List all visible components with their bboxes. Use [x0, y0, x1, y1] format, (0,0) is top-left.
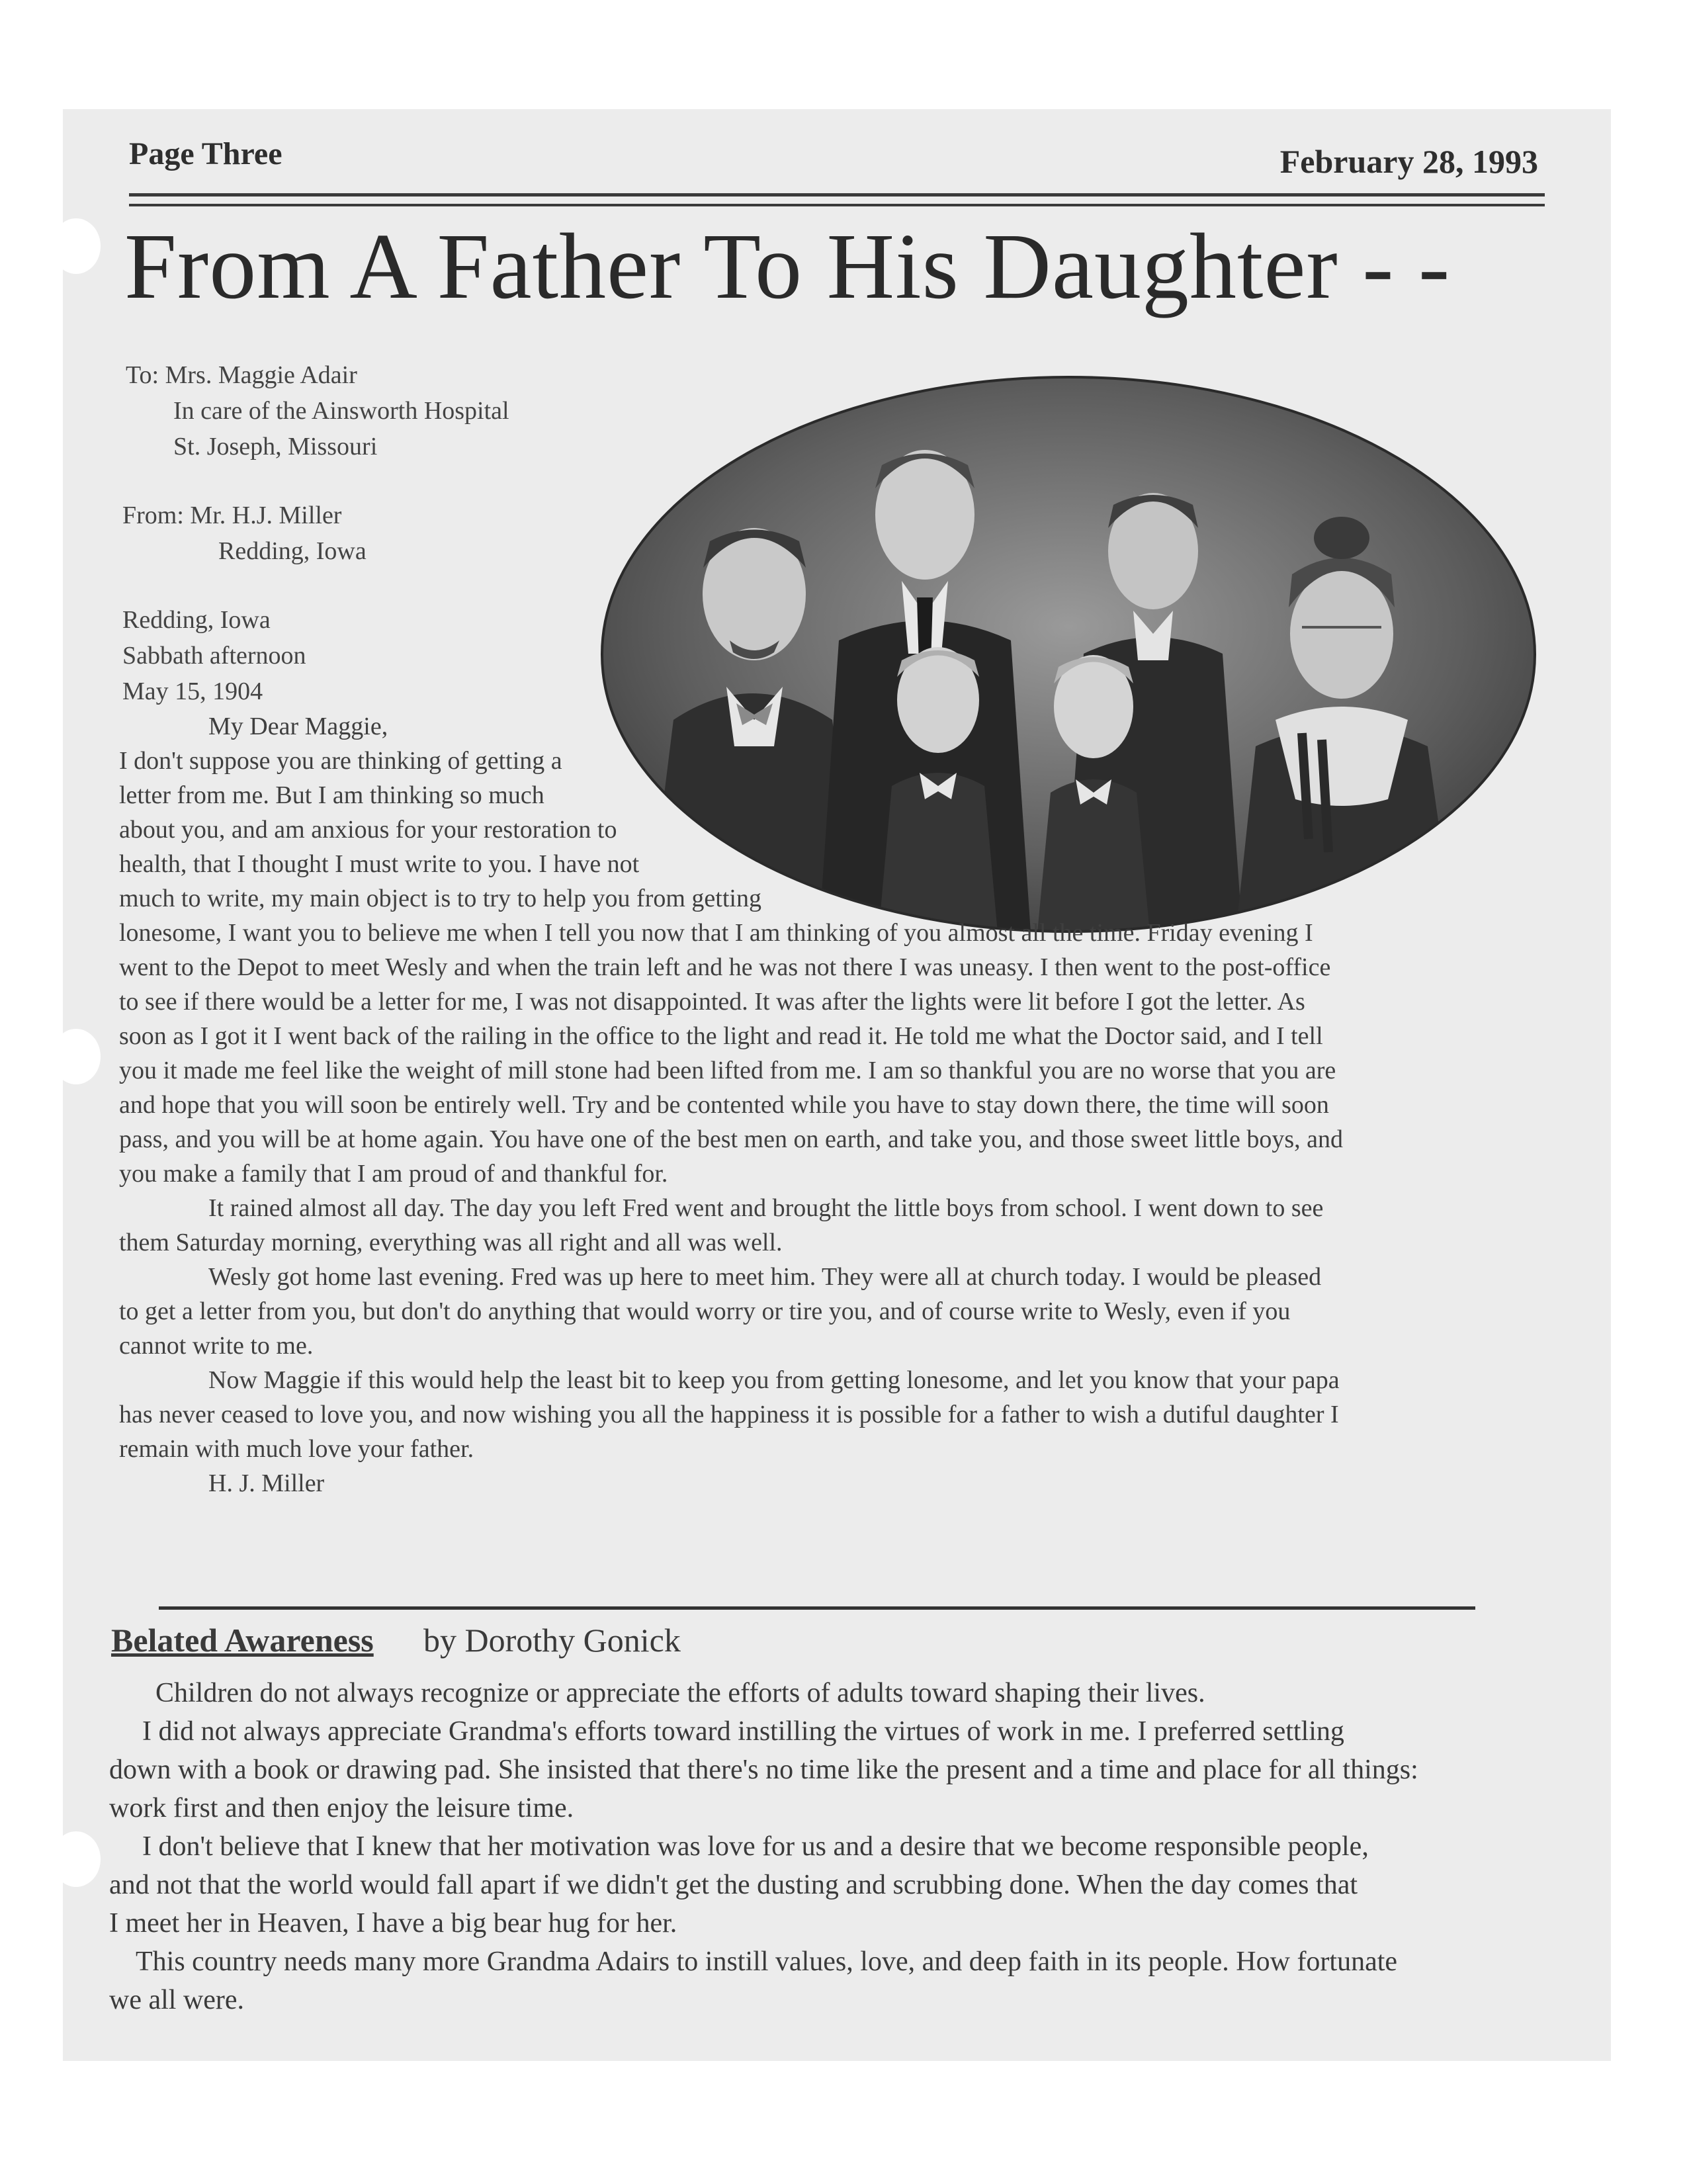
- issue-date: February 28, 1993: [1279, 143, 1538, 180]
- header-rule: [129, 193, 1545, 197]
- header-rule-secondary: [129, 204, 1545, 206]
- letter-line: went to the Depot to meet Wesly and when the train left and he was not there I was uneasy. I then went to the post-office: [119, 953, 1331, 981]
- punch-hole-top: [52, 218, 101, 274]
- letter-place-date: May 15, 1904: [122, 677, 263, 705]
- belated-line: I did not always appreciate Grandma's efforts toward instilling the virtues of work in me. I preferred settling: [142, 1716, 1344, 1747]
- belated-awareness-body: [109, 1674, 1418, 2019]
- letter-line: cannot write to me.: [119, 1332, 314, 1360]
- letter-line: and hope that you will soon be entirely well. Try and be contented while you have to stay down there, the time will soon: [119, 1091, 1329, 1119]
- address-to-line: To: Mrs. Maggie Adair: [126, 361, 357, 389]
- belated-line: we all were.: [109, 1985, 245, 2015]
- letter-line: to get a letter from you, but don't do anything that would worry or tire you, and of course write to Wesly, even if you: [119, 1297, 1291, 1325]
- belated-awareness-byline: by Dorothy Gonick: [423, 1622, 681, 1659]
- letter-line: them Saturday morning, everything was all right and all was well.: [119, 1229, 783, 1256]
- letter-narrow-column: [119, 709, 761, 916]
- letter-line: has never ceased to love you, and now wishing you all the happiness it is possible for a father to wish a dutiful daughter I: [119, 1401, 1339, 1428]
- letter-body: [119, 916, 1343, 1501]
- letter-line: health, that I thought I must write to you. I have not: [119, 850, 640, 878]
- letter-line: Now Maggie if this would help the least bit to keep you from getting lonesome, and let you know that your papa: [208, 1366, 1340, 1394]
- letter-line: remain with much love your father.: [119, 1435, 474, 1463]
- letter-line: about you, and am anxious for your restoration to: [119, 816, 617, 844]
- belated-line: down with a book or drawing pad. She insisted that there's no time like the present and a time and place for all things:: [109, 1755, 1418, 1785]
- letter-place-date: Redding, Iowa: [122, 606, 271, 634]
- letter-line: you it made me feel like the weight of mill stone had been lifted from me. I am so thankful you are no worse that you are: [119, 1057, 1336, 1084]
- page-number-label: Page Three: [129, 136, 282, 171]
- belated-line: This country needs many more Grandma Adairs to instill values, love, and deep faith in its people. How fortunate: [136, 1946, 1398, 1977]
- page-header: [129, 136, 1538, 182]
- belated-line: Children do not always recognize or appreciate the efforts of adults toward shaping their lives.: [155, 1678, 1205, 1708]
- belated-line: and not that the world would fall apart if we didn't get the dusting and scrubbing done. When the day comes that: [109, 1870, 1358, 1900]
- letter-line: Wesly got home last evening. Fred was up here to meet him. They were all at church today. I would be pleased: [208, 1263, 1322, 1291]
- letter-line: letter from me. But I am thinking so much: [119, 781, 544, 809]
- belated-line: work first and then enjoy the leisure time.: [109, 1793, 574, 1823]
- belated-line: I meet her in Heaven, I have a big bear hug for her.: [109, 1908, 677, 1939]
- letter-place-date: Sabbath afternoon: [122, 642, 306, 670]
- article-title: From A Father To His Daughter - -: [124, 214, 1451, 318]
- letter-signature: H. J. Miller: [208, 1469, 325, 1497]
- letter-line: soon as I got it I went back of the railing in the office to the light and read it. He told me what the Doctor said, and I tell: [119, 1022, 1323, 1050]
- letter-line: much to write, my main object is to try to help you from getting: [119, 885, 761, 912]
- letter-salutation: My Dear Maggie,: [208, 713, 388, 740]
- letter-line: I don't suppose you are thinking of getting a: [119, 747, 562, 775]
- letter-line: you make a family that I am proud of and thankful for.: [119, 1160, 668, 1188]
- belated-line: I don't believe that I knew that her motivation was love for us and a desire that we become responsible people,: [142, 1831, 1369, 1862]
- address-from-line: From: Mr. H.J. Miller: [122, 502, 342, 529]
- letter-line: It rained almost all day. The day you left Fred went and brought the little boys from school. I went down to see: [208, 1194, 1324, 1222]
- section-divider: [159, 1606, 1475, 1610]
- letter-line: to see if there would be a letter for me, I was not disappointed. It was after the lights were lit before I got the letter. As: [119, 988, 1305, 1016]
- letter-line: pass, and you will be at home again. You have one of the best men on earth, and take you, and those sweet little boys, and: [119, 1125, 1343, 1153]
- address-from-line: Redding, Iowa: [218, 537, 367, 565]
- punch-hole-bottom: [52, 1831, 101, 1887]
- address-to-line: St. Joseph, Missouri: [173, 433, 378, 460]
- belated-awareness-title: Belated Awareness: [111, 1622, 374, 1659]
- letter-line: lonesome, I want you to believe me when I tell you now that I am thinking of you almost all the time. Friday evening I: [119, 919, 1313, 947]
- punch-hole-middle: [52, 1029, 101, 1084]
- address-to-line: In care of the Ainsworth Hospital: [173, 397, 509, 425]
